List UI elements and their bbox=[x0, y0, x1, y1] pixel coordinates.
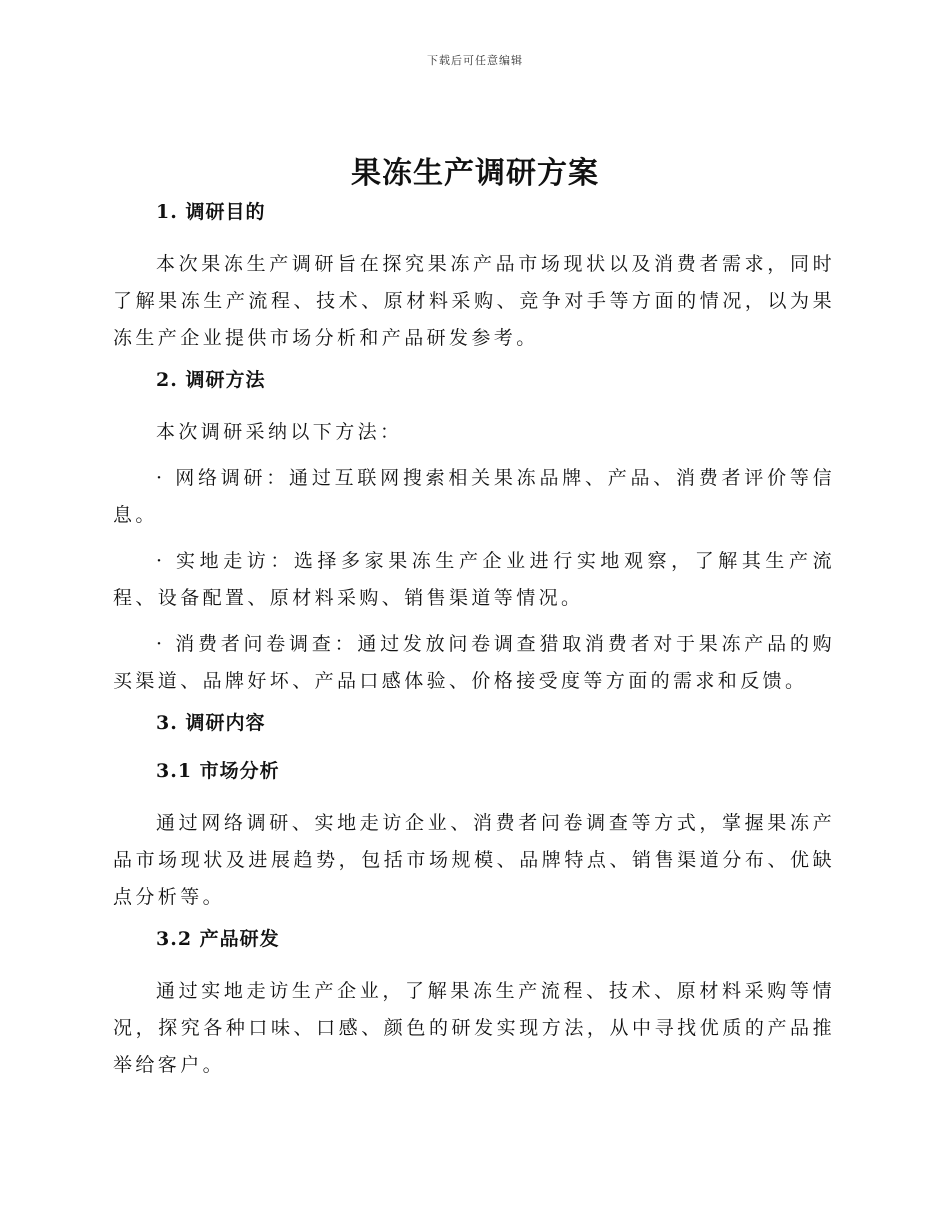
subsection-heading-product: 3.2 产品研发 bbox=[156, 928, 280, 950]
document-body bbox=[113, 198, 835, 1093]
section-heading-purpose: 1. 调研目的 bbox=[156, 201, 266, 223]
page-header-note: 下载后可任意编辑 bbox=[427, 54, 523, 67]
paragraph-product: 通过实地走访生产企业，了解果冻生产流程、技术、原材料采购等情况，探究各种口味、口感、颜色的研发实现方法，从中寻找优质的产品推举给客户。 bbox=[113, 980, 835, 1076]
section-heading-method: 2. 调研方法 bbox=[156, 369, 266, 391]
document-title: 果冻生产调研方案 bbox=[351, 156, 599, 191]
paragraph-purpose: 本次果冻生产调研旨在探究果冻产品市场现状以及消费者需求，同时了解果冻生产流程、技术、原材料采购、竞争对手等方面的情况，以为果冻生产企业提供市场分析和产品研发参考。 bbox=[113, 253, 835, 349]
list-item-web-research: · 网络调研：通过互联网搜索相关果冻品牌、产品、消费者评价等信息。 bbox=[113, 467, 835, 526]
section-heading-content: 3. 调研内容 bbox=[156, 712, 266, 734]
paragraph-method-intro: 本次调研采纳以下方法： bbox=[156, 421, 403, 443]
paragraph-market: 通过网络调研、实地走访企业、消费者问卷调查等方式，掌握果冻产品市场现状及进展趋势，包括市场规模、品牌特点、销售渠道分布、优缺点分析等。 bbox=[113, 812, 835, 908]
list-item-consumer-survey: · 消费者问卷调查：通过发放问卷调查猎取消费者对于果冻产品的购买渠道、品牌好坏、产品口感体验、价格接受度等方面的需求和反馈。 bbox=[113, 633, 835, 692]
list-item-site-visit: · 实地走访：选择多家果冻生产企业进行实地观察，了解其生产流程、设备配置、原材料采购、销售渠道等情况。 bbox=[113, 550, 835, 609]
subsection-heading-market: 3.1 市场分析 bbox=[156, 760, 280, 782]
